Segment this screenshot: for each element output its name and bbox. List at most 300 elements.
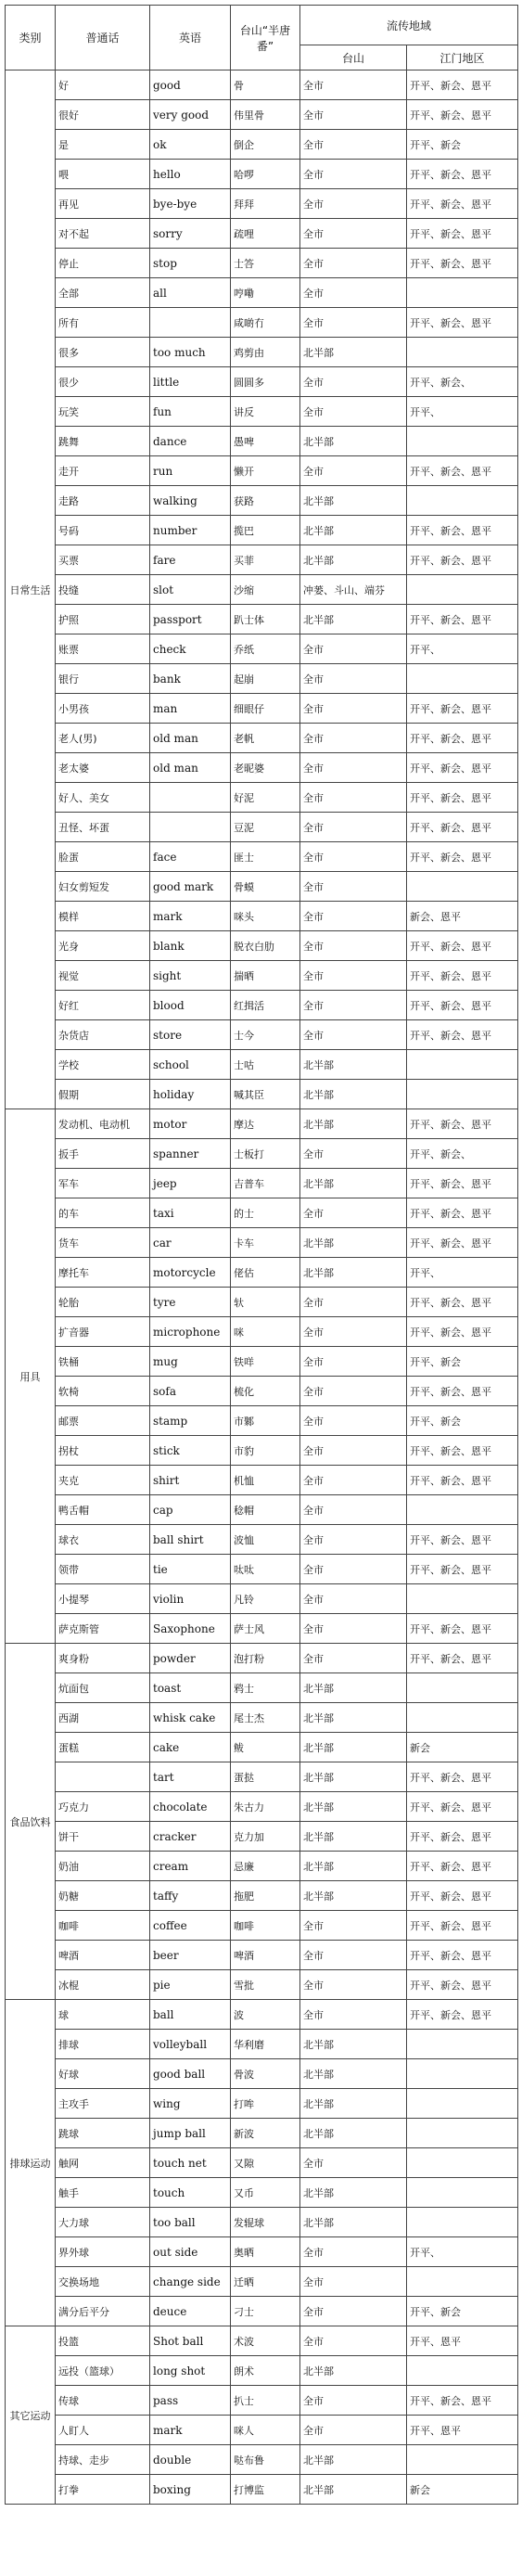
english-cell: tyre xyxy=(150,1288,231,1317)
mandarin-cell: 夹克 xyxy=(56,1466,150,1495)
jiangmen-region-cell: 开平、新会、 xyxy=(407,367,518,397)
english-cell: school xyxy=(150,1050,231,1080)
mandarin-cell: 小提琴 xyxy=(56,1584,150,1614)
taishan-region-cell: 北半部 xyxy=(300,545,407,575)
table-row xyxy=(6,338,518,367)
table-row xyxy=(6,160,518,189)
taishan-region-cell: 全市 xyxy=(300,1466,407,1495)
taishan-region-cell: 全市 xyxy=(300,160,407,189)
taishan-region-cell: 全市 xyxy=(300,1911,407,1941)
table-row xyxy=(6,872,518,902)
table-row xyxy=(6,1109,518,1139)
taishan-term-cell: 波 xyxy=(231,2000,300,2030)
taishan-term-cell: 咸啲冇 xyxy=(231,308,300,338)
taishan-region-cell: 全市 xyxy=(300,1406,407,1436)
table-row xyxy=(6,783,518,813)
taishan-region-cell: 全市 xyxy=(300,1525,407,1555)
taishan-region-cell: 北半部 xyxy=(300,2089,407,2119)
english-cell: touch net xyxy=(150,2148,231,2178)
mandarin-cell: 好人、美女 xyxy=(56,783,150,813)
mandarin-cell: 球衣 xyxy=(56,1525,150,1555)
category-cell: 其它运动 xyxy=(6,2326,56,2505)
taishan-term-cell: 愚啤 xyxy=(231,427,300,456)
jiangmen-region-cell: 开平、新会、恩平 xyxy=(407,219,518,249)
mandarin-cell: 领带 xyxy=(56,1555,150,1584)
table-row xyxy=(6,2416,518,2445)
jiangmen-region-cell: 开平、新会、恩平 xyxy=(407,842,518,872)
jiangmen-region-cell: 开平、新会、恩平 xyxy=(407,1109,518,1139)
table-row xyxy=(6,1733,518,1762)
jiangmen-region-cell: 开平、新会、恩平 xyxy=(407,961,518,991)
jiangmen-region-cell: 新会 xyxy=(407,1733,518,1762)
taishan-term-cell: 拖肥 xyxy=(231,1881,300,1911)
mandarin-cell: 爽身粉 xyxy=(56,1644,150,1673)
taishan-term-cell: 懒开 xyxy=(231,456,300,486)
taishan-region-cell: 全市 xyxy=(300,2237,407,2267)
taishan-region-cell: 全市 xyxy=(300,991,407,1020)
table-row xyxy=(6,1555,518,1584)
jiangmen-region-cell xyxy=(407,338,518,367)
table-row xyxy=(6,1762,518,1792)
english-cell: blank xyxy=(150,931,231,961)
english-cell: face xyxy=(150,842,231,872)
jiangmen-region-cell: 开平、新会、恩平 xyxy=(407,1911,518,1941)
table-row xyxy=(6,1941,518,1970)
taishan-region-cell: 全市 xyxy=(300,1020,407,1050)
jiangmen-region-cell xyxy=(407,2030,518,2059)
mandarin-cell: 老太婆 xyxy=(56,753,150,783)
english-cell: check xyxy=(150,634,231,664)
taishan-region-cell: 北半部 xyxy=(300,1762,407,1792)
jiangmen-region-cell: 开平、新会、恩平 xyxy=(407,1822,518,1852)
table-header xyxy=(6,6,518,70)
jiangmen-region-cell: 开平、 xyxy=(407,2237,518,2267)
taishan-term-cell: 咪人 xyxy=(231,2416,300,2445)
jiangmen-region-cell: 开平、新会、恩平 xyxy=(407,1762,518,1792)
mandarin-cell: 咖啡 xyxy=(56,1911,150,1941)
mandarin-cell: 扳手 xyxy=(56,1139,150,1169)
table-row xyxy=(6,278,518,308)
mandarin-cell: 好球 xyxy=(56,2059,150,2089)
english-cell: jump ball xyxy=(150,2119,231,2148)
mandarin-cell: 传球 xyxy=(56,2386,150,2416)
mandarin-cell: 持球、走步 xyxy=(56,2445,150,2475)
taishan-term-cell: 机恤 xyxy=(231,1466,300,1495)
taishan-region-cell: 北半部 xyxy=(300,2445,407,2475)
mandarin-cell: 投篮 xyxy=(56,2326,150,2356)
english-cell: old man xyxy=(150,753,231,783)
jiangmen-region-cell xyxy=(407,2148,518,2178)
jiangmen-region-cell: 开平、新会、恩平 xyxy=(407,605,518,634)
table-row xyxy=(6,1080,518,1109)
mandarin-cell: 视觉 xyxy=(56,961,150,991)
mandarin-cell: 小男孩 xyxy=(56,694,150,724)
table-row xyxy=(6,1852,518,1881)
english-cell: dance xyxy=(150,427,231,456)
taishan-region-cell: 北半部 xyxy=(300,1733,407,1762)
taishan-term-cell: 吉普车 xyxy=(231,1169,300,1198)
taishan-region-cell: 全市 xyxy=(300,278,407,308)
taishan-region-cell: 北半部 xyxy=(300,1258,407,1288)
taishan-region-cell: 全市 xyxy=(300,1555,407,1584)
mandarin-cell: 萨克斯管 xyxy=(56,1614,150,1644)
mandarin-cell: 全部 xyxy=(56,278,150,308)
taishan-term-cell: 又币 xyxy=(231,2178,300,2208)
jiangmen-region-cell: 新会、恩平 xyxy=(407,902,518,931)
table-row xyxy=(6,130,518,160)
english-cell: ball xyxy=(150,2000,231,2030)
table-row xyxy=(6,1911,518,1941)
english-cell: powder xyxy=(150,1644,231,1673)
mandarin-cell: 触手 xyxy=(56,2178,150,2208)
table-row xyxy=(6,2119,518,2148)
taishan-region-cell: 全市 xyxy=(300,2267,407,2297)
table-row xyxy=(6,1703,518,1733)
mandarin-cell: 触网 xyxy=(56,2148,150,2178)
mandarin-cell xyxy=(56,1762,150,1792)
table-row xyxy=(6,1644,518,1673)
table-row xyxy=(6,427,518,456)
taishan-region-cell: 全市 xyxy=(300,2386,407,2416)
taishan-term-cell: 忌廉 xyxy=(231,1852,300,1881)
jiangmen-region-cell: 开平、新会、恩平 xyxy=(407,1377,518,1406)
english-cell: fare xyxy=(150,545,231,575)
mandarin-cell: 银行 xyxy=(56,664,150,694)
english-cell: spanner xyxy=(150,1139,231,1169)
mandarin-cell: 丑怪、坏蛋 xyxy=(56,813,150,842)
table-row xyxy=(6,961,518,991)
mandarin-cell: 对不起 xyxy=(56,219,150,249)
mandarin-cell: 杂货店 xyxy=(56,1020,150,1050)
table-row xyxy=(6,545,518,575)
taishan-region-cell: 北半部 xyxy=(300,1080,407,1109)
english-cell: whisk cake xyxy=(150,1703,231,1733)
english-cell xyxy=(150,783,231,813)
mandarin-cell: 蛋糕 xyxy=(56,1733,150,1762)
mandarin-cell: 光身 xyxy=(56,931,150,961)
taishan-region-cell: 全市 xyxy=(300,249,407,278)
mandarin-cell: 主攻手 xyxy=(56,2089,150,2119)
taishan-region-cell: 北半部 xyxy=(300,2208,407,2237)
taishan-term-cell: 乔纸 xyxy=(231,634,300,664)
table-row xyxy=(6,2475,518,2505)
table-row xyxy=(6,694,518,724)
taishan-region-cell: 全市 xyxy=(300,961,407,991)
taishan-region-cell: 全市 xyxy=(300,931,407,961)
english-cell: bye-bye xyxy=(150,189,231,219)
taishan-region-cell: 北半部 xyxy=(300,1673,407,1703)
taishan-term-cell: 老昵婆 xyxy=(231,753,300,783)
taishan-term-cell: 尾士杰 xyxy=(231,1703,300,1733)
english-cell: passport xyxy=(150,605,231,634)
taishan-region-cell: 全市 xyxy=(300,1436,407,1466)
jiangmen-region-cell xyxy=(407,2178,518,2208)
taishan-term-cell: 的士 xyxy=(231,1198,300,1228)
taishan-term-cell: 打博监 xyxy=(231,2475,300,2505)
taishan-term-cell: 细眼仔 xyxy=(231,694,300,724)
english-cell: double xyxy=(150,2445,231,2475)
mandarin-cell: 很多 xyxy=(56,338,150,367)
mandarin-cell: 学校 xyxy=(56,1050,150,1080)
taishan-term-cell: 市豹 xyxy=(231,1436,300,1466)
table-body xyxy=(6,70,518,2505)
table-row xyxy=(6,1436,518,1466)
taishan-region-cell: 北半部 xyxy=(300,2030,407,2059)
taishan-region-cell: 全市 xyxy=(300,1644,407,1673)
english-cell: mark xyxy=(150,2416,231,2445)
english-cell xyxy=(150,813,231,842)
jiangmen-region-cell: 开平、新会、恩平 xyxy=(407,2386,518,2416)
mandarin-cell: 邮票 xyxy=(56,1406,150,1436)
jiangmen-region-cell: 开平、新会、恩平 xyxy=(407,991,518,1020)
table-row xyxy=(6,219,518,249)
table-row xyxy=(6,902,518,931)
taishan-region-cell: 北半部 xyxy=(300,516,407,545)
jiangmen-region-cell: 开平、新会、恩平 xyxy=(407,1198,518,1228)
jiangmen-region-cell: 开平、新会、恩平 xyxy=(407,456,518,486)
jiangmen-region-cell: 开平、新会、 xyxy=(407,1139,518,1169)
taishan-region-cell: 北半部 xyxy=(300,2475,407,2505)
taishan-term-cell: 好泥 xyxy=(231,783,300,813)
table-row xyxy=(6,2297,518,2326)
taishan-region-cell: 全市 xyxy=(300,1139,407,1169)
jiangmen-region-cell: 开平、恩平 xyxy=(407,2416,518,2445)
taishan-term-cell: 鲅 xyxy=(231,1733,300,1762)
mandarin-cell: 满分后平分 xyxy=(56,2297,150,2326)
mandarin-cell: 巧克力 xyxy=(56,1792,150,1822)
taishan-region-cell: 全市 xyxy=(300,664,407,694)
english-cell: sorry xyxy=(150,219,231,249)
table-row xyxy=(6,1020,518,1050)
english-cell: long shot xyxy=(150,2356,231,2386)
taishan-region-cell: 北半部 xyxy=(300,486,407,516)
english-cell: tart xyxy=(150,1762,231,1792)
taishan-term-cell: 朗术 xyxy=(231,2356,300,2386)
mandarin-cell: 好 xyxy=(56,70,150,100)
english-cell: pie xyxy=(150,1970,231,2000)
english-cell xyxy=(150,308,231,338)
english-cell: motor xyxy=(150,1109,231,1139)
taishan-term-cell: 鸦士 xyxy=(231,1673,300,1703)
taishan-term-cell: 萨士风 xyxy=(231,1614,300,1644)
english-cell: Shot ball xyxy=(150,2326,231,2356)
english-cell: change side xyxy=(150,2267,231,2297)
table-row xyxy=(6,1673,518,1703)
table-row xyxy=(6,931,518,961)
table-row xyxy=(6,70,518,100)
taishan-region-cell: 北半部 xyxy=(300,1050,407,1080)
mandarin-cell: 脸蛋 xyxy=(56,842,150,872)
mandarin-cell: 货车 xyxy=(56,1228,150,1258)
table-row xyxy=(6,575,518,605)
taishan-region-cell: 全市 xyxy=(300,2148,407,2178)
taishan-region-cell: 全市 xyxy=(300,753,407,783)
jiangmen-region-cell xyxy=(407,278,518,308)
jiangmen-region-cell: 开平、新会、恩平 xyxy=(407,1792,518,1822)
category-cell: 用具 xyxy=(6,1109,56,1644)
mandarin-cell: 炕面包 xyxy=(56,1673,150,1703)
english-cell: too much xyxy=(150,338,231,367)
taishan-region-cell: 冲蒌、斗山、端芬 xyxy=(300,575,407,605)
english-cell: touch xyxy=(150,2178,231,2208)
taishan-term-cell: 哈啰 xyxy=(231,160,300,189)
mandarin-cell: 大力球 xyxy=(56,2208,150,2237)
mandarin-cell: 停止 xyxy=(56,249,150,278)
taishan-term-cell: 咪头 xyxy=(231,902,300,931)
table-row xyxy=(6,605,518,634)
jiangmen-region-cell: 开平、新会、恩平 xyxy=(407,1466,518,1495)
taishan-term-cell: 哼嘞 xyxy=(231,278,300,308)
table-row xyxy=(6,516,518,545)
english-cell: all xyxy=(150,278,231,308)
english-cell: taxi xyxy=(150,1198,231,1228)
english-cell: too ball xyxy=(150,2208,231,2237)
table-row xyxy=(6,2208,518,2237)
table-row xyxy=(6,249,518,278)
jiangmen-region-cell: 开平、新会、恩平 xyxy=(407,1436,518,1466)
english-cell: coffee xyxy=(150,1911,231,1941)
jiangmen-region-cell: 新会 xyxy=(407,2475,518,2505)
table-row xyxy=(6,2326,518,2356)
jiangmen-region-cell xyxy=(407,1495,518,1525)
taishan-term-cell: 士咕 xyxy=(231,1050,300,1080)
table-row xyxy=(6,1792,518,1822)
mandarin-cell: 号码 xyxy=(56,516,150,545)
table-row xyxy=(6,367,518,397)
mandarin-cell: 喂 xyxy=(56,160,150,189)
jiangmen-region-cell xyxy=(407,2356,518,2386)
taishan-region-cell: 北半部 xyxy=(300,2059,407,2089)
taishan-region-cell: 全市 xyxy=(300,1941,407,1970)
table-row xyxy=(6,1466,518,1495)
jiangmen-region-cell: 开平、新会、恩平 xyxy=(407,1288,518,1317)
english-cell: pass xyxy=(150,2386,231,2416)
english-cell: number xyxy=(150,516,231,545)
mandarin-cell: 发动机、电动机 xyxy=(56,1109,150,1139)
taishan-term-cell: 豆泥 xyxy=(231,813,300,842)
jiangmen-region-cell: 开平、 xyxy=(407,1258,518,1288)
english-cell: microphone xyxy=(150,1317,231,1347)
english-cell: cap xyxy=(150,1495,231,1525)
jiangmen-region-cell: 开平、 xyxy=(407,397,518,427)
taishan-term-cell: 起崩 xyxy=(231,664,300,694)
english-cell: volleyball xyxy=(150,2030,231,2059)
jiangmen-region-cell: 开平、新会、恩平 xyxy=(407,1555,518,1584)
taishan-term-cell: 拜拜 xyxy=(231,189,300,219)
taishan-term-cell: 打哞 xyxy=(231,2089,300,2119)
jiangmen-region-cell: 开平、恩平 xyxy=(407,2326,518,2356)
taishan-term-cell: 术波 xyxy=(231,2326,300,2356)
taishan-term-cell: 迁晒 xyxy=(231,2267,300,2297)
header-taishan-term: 台山“半唐番” xyxy=(231,6,300,70)
table-row xyxy=(6,2356,518,2386)
table-row xyxy=(6,397,518,427)
jiangmen-region-cell xyxy=(407,2119,518,2148)
jiangmen-region-cell xyxy=(407,1703,518,1733)
mandarin-cell: 鸭舌帽 xyxy=(56,1495,150,1525)
jiangmen-region-cell: 开平、新会 xyxy=(407,130,518,160)
table-row xyxy=(6,189,518,219)
mandarin-cell: 交换场地 xyxy=(56,2267,150,2297)
taishan-term-cell: 揽巴 xyxy=(231,516,300,545)
taishan-term-cell: 骨波 xyxy=(231,2059,300,2089)
taishan-region-cell: 北半部 xyxy=(300,1169,407,1198)
taishan-term-cell: 卡车 xyxy=(231,1228,300,1258)
english-cell: slot xyxy=(150,575,231,605)
mandarin-cell: 投缝 xyxy=(56,575,150,605)
table-row xyxy=(6,1139,518,1169)
taishan-term-cell: 揣晒 xyxy=(231,961,300,991)
jiangmen-region-cell xyxy=(407,486,518,516)
jiangmen-region-cell: 开平、新会、恩平 xyxy=(407,753,518,783)
mandarin-cell: 奶糖 xyxy=(56,1881,150,1911)
mandarin-cell: 模样 xyxy=(56,902,150,931)
jiangmen-region-cell: 开平、新会、恩平 xyxy=(407,1169,518,1198)
table-row xyxy=(6,1377,518,1406)
mandarin-cell: 界外球 xyxy=(56,2237,150,2267)
table-row xyxy=(6,991,518,1020)
table-row xyxy=(6,664,518,694)
mandarin-cell: 排球 xyxy=(56,2030,150,2059)
mandarin-cell: 很好 xyxy=(56,100,150,130)
english-cell: toast xyxy=(150,1673,231,1703)
jiangmen-region-cell xyxy=(407,1673,518,1703)
taishan-term-cell: 蛋挞 xyxy=(231,1762,300,1792)
taishan-region-cell: 全市 xyxy=(300,456,407,486)
table-row xyxy=(6,486,518,516)
english-cell: very good xyxy=(150,100,231,130)
english-cell: Saxophone xyxy=(150,1614,231,1644)
english-cell: cracker xyxy=(150,1822,231,1852)
taishan-region-cell: 全市 xyxy=(300,783,407,813)
english-cell: out side xyxy=(150,2237,231,2267)
taishan-term-cell: 克力加 xyxy=(231,1822,300,1852)
taishan-term-cell: 市鄹 xyxy=(231,1406,300,1436)
jiangmen-region-cell xyxy=(407,2059,518,2089)
taishan-region-cell: 北半部 xyxy=(300,2119,407,2148)
mandarin-cell: 的车 xyxy=(56,1198,150,1228)
taishan-region-cell: 全市 xyxy=(300,2297,407,2326)
taishan-term-cell: 轪 xyxy=(231,1288,300,1317)
taishan-term-cell: 奥晒 xyxy=(231,2237,300,2267)
taishan-term-cell: 沙缩 xyxy=(231,575,300,605)
jiangmen-region-cell: 开平、新会、恩平 xyxy=(407,308,518,338)
taishan-region-cell: 全市 xyxy=(300,842,407,872)
jiangmen-region-cell: 开平、新会、恩平 xyxy=(407,1020,518,1050)
jiangmen-region-cell: 开平、新会 xyxy=(407,1347,518,1377)
taishan-region-cell: 北半部 xyxy=(300,605,407,634)
category-cell: 食品饮料 xyxy=(6,1644,56,2000)
english-cell: wing xyxy=(150,2089,231,2119)
header-mandarin: 普通话 xyxy=(56,6,150,70)
mandarin-cell: 软椅 xyxy=(56,1377,150,1406)
table-row xyxy=(6,1614,518,1644)
jiangmen-region-cell xyxy=(407,575,518,605)
table-row xyxy=(6,724,518,753)
header-spread-region: 流传地域 xyxy=(300,6,518,45)
table-row xyxy=(6,1525,518,1555)
header-category: 类别 xyxy=(6,6,56,70)
english-cell: car xyxy=(150,1228,231,1258)
table-row xyxy=(6,753,518,783)
english-cell: stamp xyxy=(150,1406,231,1436)
taishan-term-cell: 朱古力 xyxy=(231,1792,300,1822)
taishan-region-cell: 北半部 xyxy=(300,1109,407,1139)
taishan-term-cell: 鸡剪由 xyxy=(231,338,300,367)
header-taishan: 台山 xyxy=(300,45,407,70)
english-cell: motorcycle xyxy=(150,1258,231,1288)
header-jiangmen: 江门地区 xyxy=(407,45,518,70)
